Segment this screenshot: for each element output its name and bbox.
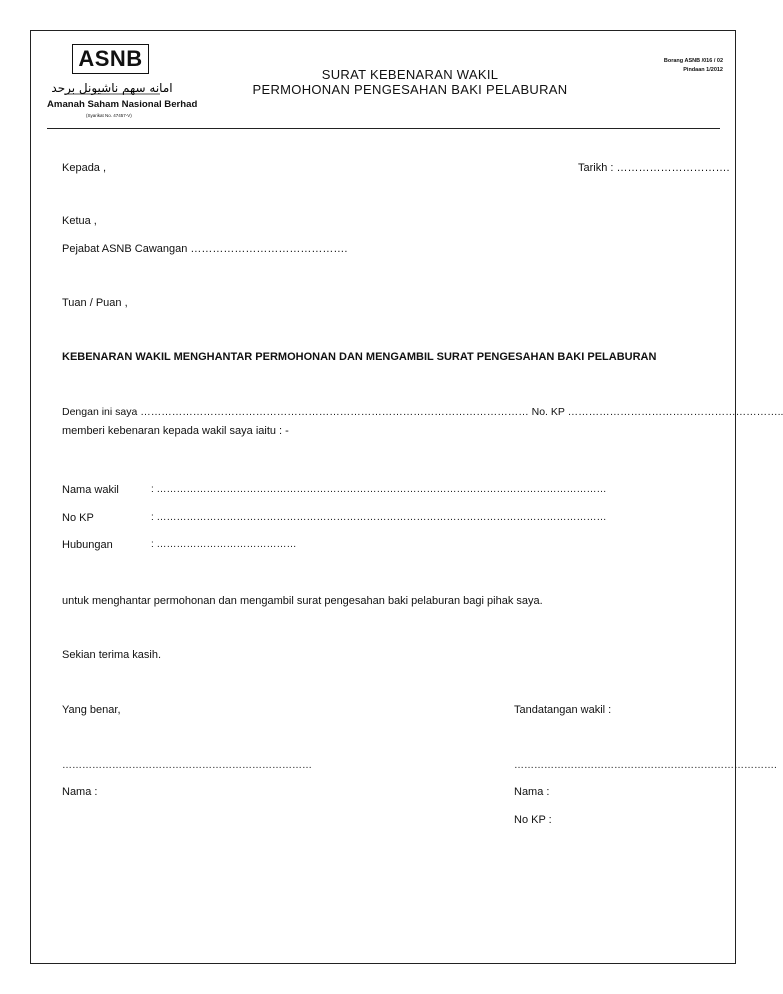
branch-field: Pejabat ASNB Cawangan …………………………………….	[62, 243, 348, 255]
header-divider	[47, 128, 720, 129]
field-value-nama-wakil: : ………………………………………………………………………………………………………………………	[151, 484, 607, 495]
form-revision: Pindaan 1/2012	[683, 67, 723, 73]
company-name: Amanah Saham Nasional Berhad	[47, 99, 198, 110]
field-label-nama-wakil: Nama wakil	[62, 484, 119, 496]
ketua-label: Ketua ,	[62, 215, 97, 227]
date-field: Tarikh : ………………………….	[578, 162, 730, 174]
closing-text: Sekian terima kasih.	[62, 649, 162, 661]
name-label-left: Nama :	[62, 786, 98, 798]
jawi-logo-script	[51, 76, 173, 100]
field-label-no-kp: No KP	[62, 512, 94, 524]
field-value-hubungan: : ……………………………………	[151, 539, 297, 550]
name-label-right: Nama :	[514, 786, 550, 798]
field-label-hubungan: Hubungan	[62, 539, 113, 551]
form-number: Borang ASNB /016 / 02	[663, 58, 723, 64]
addressee-label: Kepada ,	[62, 162, 107, 174]
asnb-logo	[72, 44, 149, 74]
field-value-no-kp: : ………………………………………………………………………………………………………………………	[151, 512, 607, 523]
signature-line-left: …………………………………………………………………	[62, 760, 312, 771]
declaration-line-2: memberi kebenaran kepada wakil saya iaitu : -	[62, 425, 289, 437]
title-line-2: PERMOHONAN PENGESAHAN BAKI PELABURAN	[252, 82, 568, 97]
purpose-statement: untuk menghantar permohonan dan mengambil surat pengesahan baki pelaburan bagi pihak saya.	[62, 595, 543, 607]
subject-heading: KEBENARAN WAKIL MENGHANTAR PERMOHONAN DAN MENGAMBIL SURAT PENGESAHAN BAKI PELABURAN	[62, 351, 657, 363]
declaration-line-1: Dengan ini saya ………………………………………………………………………………………………… No. KP ……………………………………………………..	[62, 406, 783, 418]
salutation: Tuan / Puan ,	[62, 297, 128, 309]
signoff-right: Tandatangan wakil :	[514, 704, 612, 716]
title-line-1: SURAT KEBENARAN WAKIL	[321, 67, 499, 82]
company-registration: (Syarikat No. 47457-V)	[86, 113, 132, 118]
jawi-text: امانه سهم ناشيونل برحد	[51, 81, 173, 95]
kp-label-right: No KP :	[514, 814, 552, 826]
signature-line-right: …………………………………………………………………….	[514, 760, 777, 771]
logo-text: ASNB	[78, 46, 143, 71]
signoff-left: Yang benar,	[62, 704, 121, 716]
